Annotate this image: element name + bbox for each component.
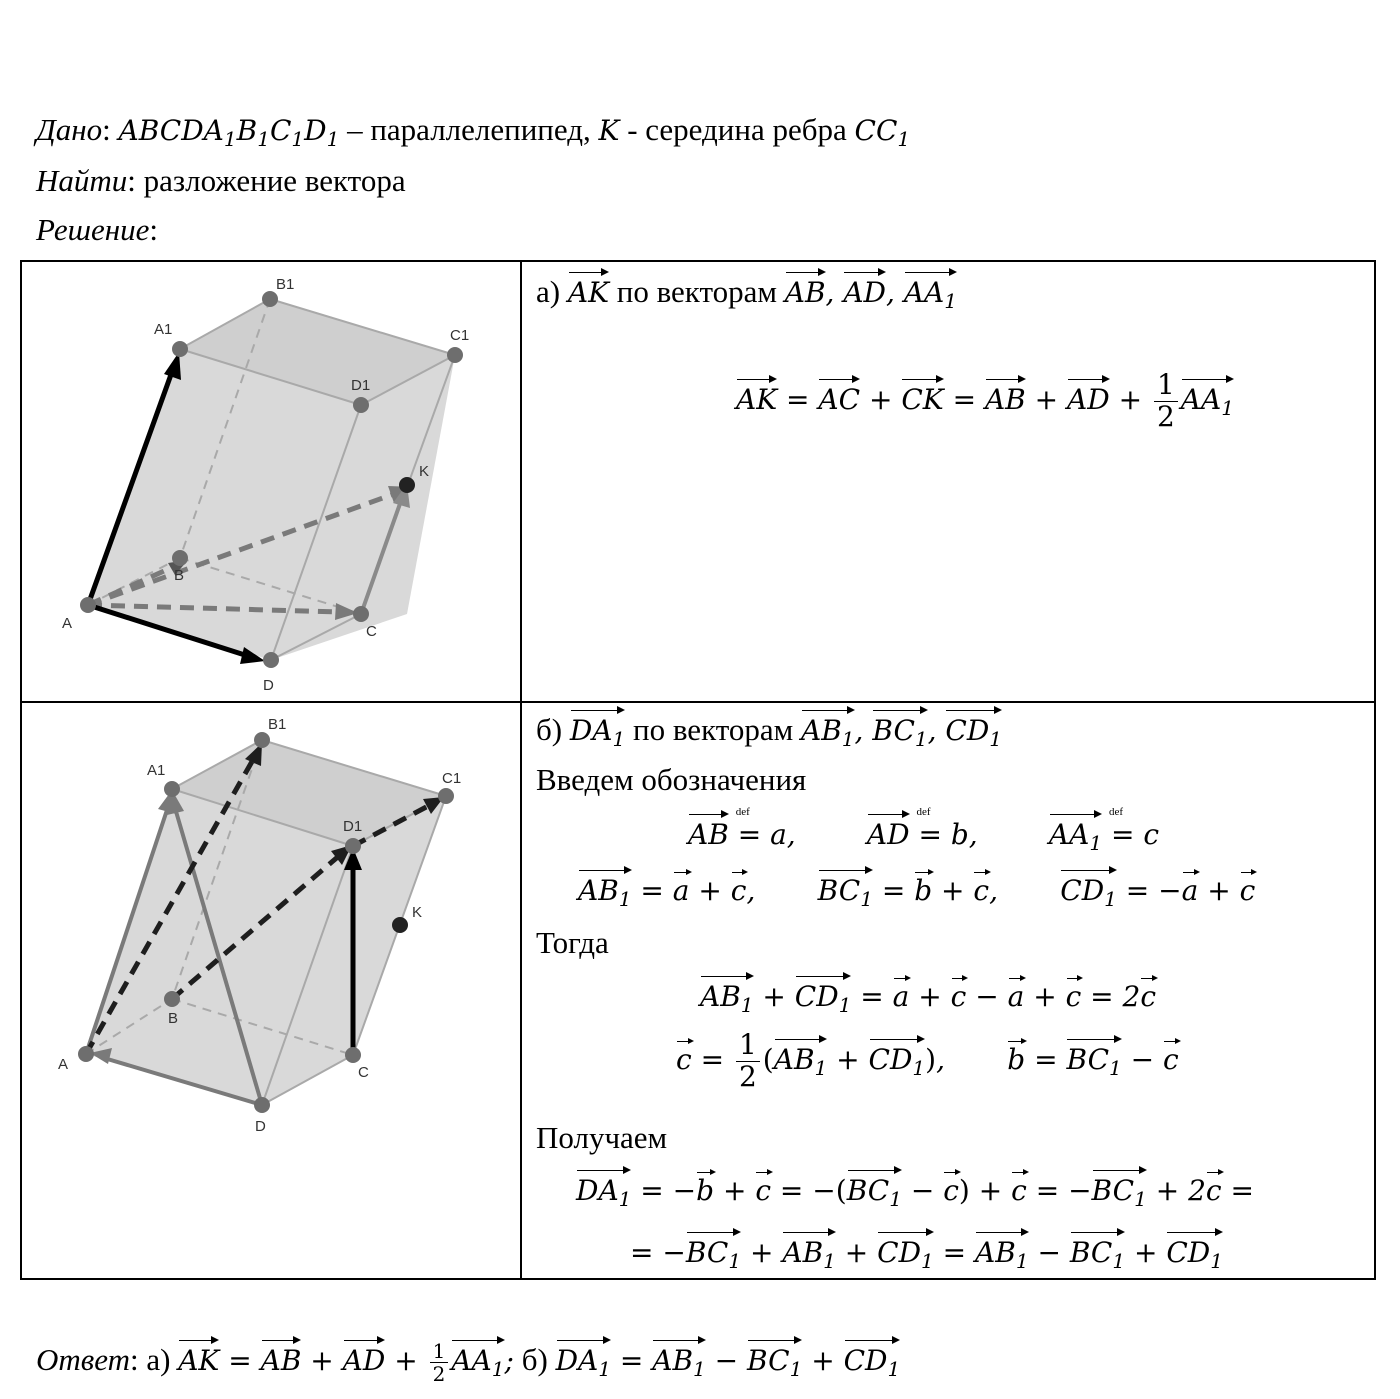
given-line: Дано: $ABCDA_1B_1C_1D_1$ – параллелепипед, K - середина ребра $CC_1$: [36, 112, 911, 151]
label-D1: D1: [343, 818, 363, 835]
c-and-b-equations: c = $\frac{1}{2}$ $(AB_1 + CD_1)$, $b = BC_1 - c$: [676, 1028, 1179, 1093]
label-K: K: [419, 463, 430, 480]
label-B1: B1: [268, 716, 287, 733]
solution-label: Решение: [36, 212, 150, 247]
label-C1: C1: [442, 770, 462, 787]
label-A: A: [58, 1056, 69, 1073]
label-C: C: [358, 1064, 369, 1081]
given-text: – параллелепипед,: [347, 112, 591, 147]
parallelepiped-figure-a: [22, 262, 519, 699]
label-A: A: [62, 615, 73, 632]
label-D: D: [263, 677, 274, 694]
column-divider: [520, 260, 522, 1280]
answer-line: Ответ: а) AK = AB + AD + $\frac{1}{2}$ $AA_1$; б) $DA_1 = AB_1 - BC_1 + CD_1$: [36, 1336, 900, 1385]
label-B: B: [168, 1010, 179, 1027]
part-b-intro: Введем обозначения: [536, 762, 807, 797]
find-line: Найти: разложение вектора: [36, 163, 406, 198]
label-B: B: [174, 567, 185, 584]
label-C1: C1: [450, 327, 470, 344]
label-A1: A1: [154, 321, 173, 338]
label-D1: D1: [351, 377, 371, 394]
parallelepiped-figure-b: [22, 703, 519, 1278]
label-B1: B1: [276, 276, 295, 293]
result-line-1: $DA_1 = -b + c = -(BC_1 - c) + c = -BC_1 + 2c$ =: [576, 1166, 1254, 1207]
part-b-then: Тогда: [536, 925, 609, 960]
part-a-formula: AK = AC + CK = AB + AD + $\frac{1}{2}$ $AA_1$: [736, 368, 1234, 433]
find-label: Найти: [36, 163, 128, 198]
result-line-2: = $-BC_1 + AB_1 + CD_1 = AB_1 - BC_1 + CD_1$: [630, 1228, 1223, 1269]
given-label: Дано: [36, 112, 103, 147]
label-A1: A1: [147, 762, 166, 779]
answer-label: Ответ: [36, 1342, 130, 1377]
part-b-result: Получаем: [536, 1120, 668, 1155]
part-b-task: б) $DA_1$ по векторам $AB_1$, $BC_1$, $CD_1$: [536, 706, 1002, 748]
label-D: D: [255, 1118, 266, 1135]
given-text-2: - середина ребра: [627, 112, 847, 147]
sum-equation: $AB_1 + CD_1 = a + c - a + c = 2c$: [700, 972, 1156, 1013]
vector-expressions-line: $AB_1 = a + c$, $BC_1 = b + c$, $CD_1 = -a + c$: [578, 866, 1255, 907]
solution-line: Решение:: [36, 212, 158, 247]
find-text: разложение вектора: [143, 163, 406, 198]
definitions-line: AB def = a, AD def = b, $AA_1$ def = c: [688, 806, 1160, 855]
part-a-task: а) AK по векторам AB, AD, $AA_1$: [536, 268, 957, 310]
label-K: K: [412, 904, 423, 921]
label-C: C: [366, 623, 377, 640]
